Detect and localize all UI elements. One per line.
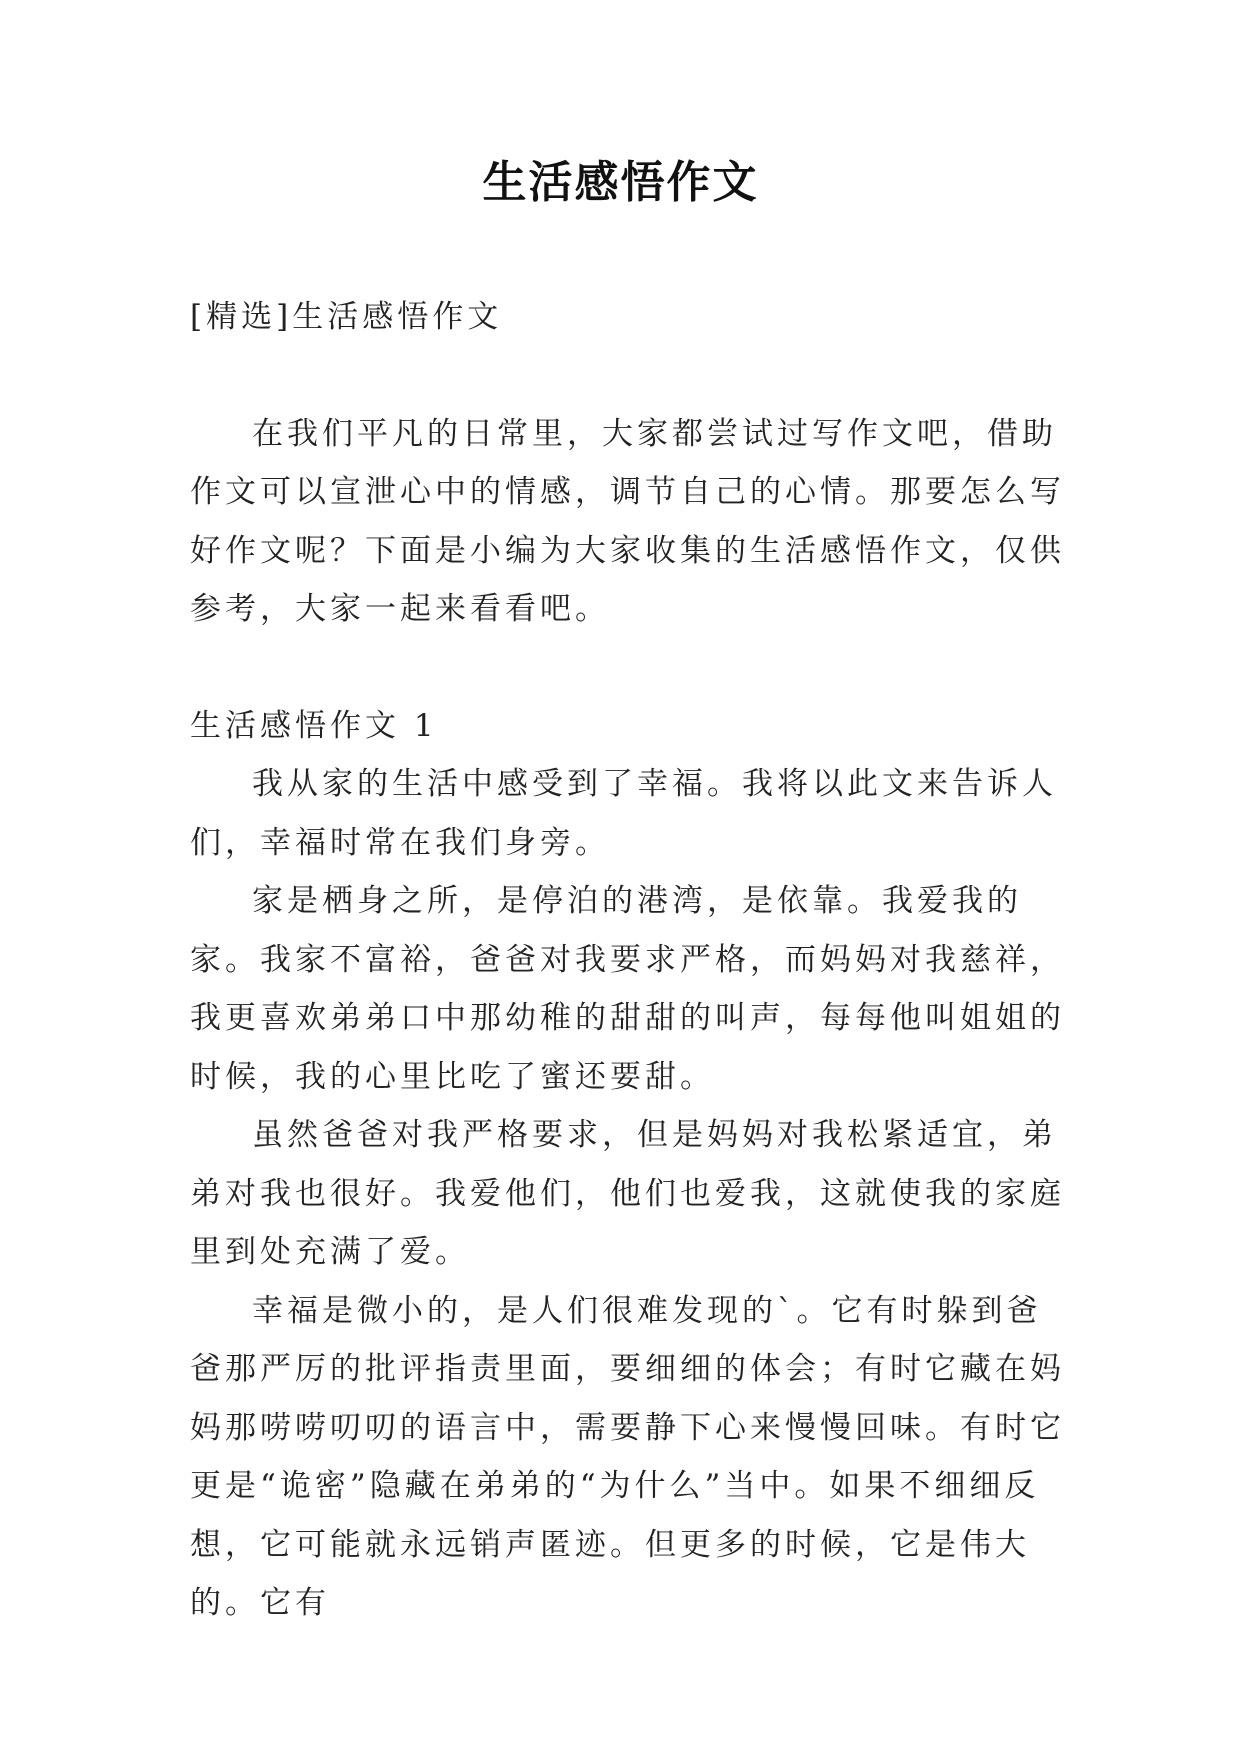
body-paragraph-1: 我从家的生活中感受到了幸福。我将以此文来告诉人们，幸福时常在我们身旁。 bbox=[190, 766, 1057, 861]
body-paragraph-4: 幸福是微小的，是人们很难发现的`。它有时躲到爸爸那严厉的批评指责里面，要细细的体会；有时它藏在妈妈那唠唠叨叨的语言中，需要静下心来慢慢回味。有时它更是“诡密”隐藏在弟弟的“为什么”当中。如果不细细反想，它可能就永远销声匿迹。但更多的时候，它是伟大的。它有 bbox=[190, 1292, 1065, 1621]
spacer bbox=[190, 347, 1070, 405]
body-paragraph-2: 家是栖身之所，是停泊的港湾，是依靠。我爱我的家。我家不富裕，爸爸对我要求严格，而妈妈对我慈祥，我更喜欢弟弟口中那幼稚的甜甜的叫声，每每他叫姐姐的时候，我的心里比吃了蜜还要甜。 bbox=[190, 883, 1065, 1095]
document-subtitle: [精选]生活感悟作文 bbox=[190, 299, 503, 335]
section-heading: 生活感悟作文 1 bbox=[190, 707, 438, 744]
document-body bbox=[190, 288, 1070, 1633]
document-title: 生活感悟作文 bbox=[482, 157, 759, 208]
spacer bbox=[190, 639, 1070, 697]
body-paragraph-3: 虽然爸爸对我严格要求，但是妈妈对我松紧适宜，弟弟对我也很好。我爱他们，他们也爱我，这就使我的家庭里到处充满了爱。 bbox=[190, 1117, 1065, 1270]
intro-paragraph: 在我们平凡的日常里，大家都尝试过写作文吧，借助作文可以宣泄心中的情感，调节自己的心情。那要怎么写好作文呢？下面是小编为大家收集的生活感悟作文，仅供参考，大家一起来看看吧。 bbox=[190, 415, 1065, 627]
